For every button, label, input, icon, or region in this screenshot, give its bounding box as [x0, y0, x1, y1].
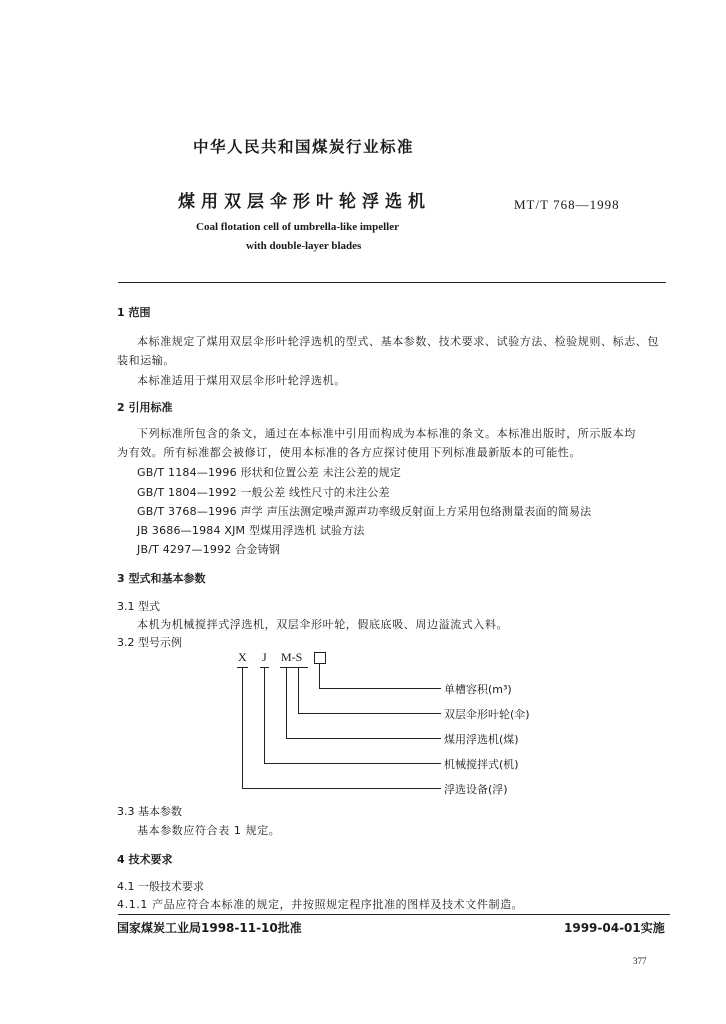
- diagram-line: [319, 664, 320, 688]
- diagram-line: [286, 738, 441, 739]
- reference-item: GB/T 3768—1996 声学 声压法测定噪声源声功率级反射面上方采用包络测量表面的简易法: [137, 505, 592, 518]
- footer-divider: [118, 914, 670, 915]
- diagram-label-volume: 单槽容积(m³): [444, 683, 512, 696]
- diagram-label-coal-flotation: 煤用浮选机(煤): [444, 733, 519, 746]
- diagram-label-equipment: 浮选设备(浮): [444, 783, 508, 796]
- reference-item: JB/T 4297—1992 合金铸钢: [137, 543, 280, 556]
- reference-item: JB 3686—1984 XJM 型煤用浮选机 试验方法: [137, 524, 365, 537]
- section-3-2-heading: 3.2 型号示例: [117, 636, 182, 649]
- document-title: 煤用双层伞形叶轮浮选机: [178, 192, 431, 212]
- diagram-tick: [280, 667, 308, 668]
- diagram-line: [264, 668, 265, 763]
- section-1-paragraph-line2: 装和运输。: [117, 354, 175, 367]
- english-title-line1: Coal flotation cell of umbrella-like impeller: [196, 221, 399, 233]
- header-divider: [118, 282, 666, 283]
- standard-category: 中华人民共和国煤炭行业标准: [193, 138, 415, 156]
- diagram-line: [298, 668, 299, 713]
- section-1-heading: 1 范围: [117, 306, 151, 319]
- reference-item: GB/T 1804—1992 一般公差 线性尺寸的未注公差: [137, 486, 390, 499]
- diagram-volume-box: [314, 652, 326, 664]
- page-number: 377: [633, 956, 647, 966]
- diagram-line: [319, 688, 441, 689]
- approval-info: 国家煤炭工业局1998-11-10批准: [117, 921, 302, 935]
- diagram-label-impeller: 双层伞形叶轮(伞): [444, 708, 530, 721]
- section-3-heading: 3 型式和基本参数: [117, 572, 206, 585]
- section-3-1-text: 本机为机械搅拌式浮选机，双层伞形叶轮，假底底吸、周边溢流式入料。: [137, 618, 509, 631]
- diagram-letter-j: J: [262, 650, 267, 664]
- section-4-heading: 4 技术要求: [117, 853, 173, 866]
- section-4-1-heading: 4.1 一般技术要求: [117, 880, 204, 893]
- english-title-line2: with double-layer blades: [246, 240, 362, 252]
- section-2-paragraph-line1: 下列标准所包含的条文，通过在本标准中引用而构成为本标准的条文。本标准出版时，所示版本均: [137, 427, 636, 440]
- section-2-paragraph-line2: 为有效。所有标准都会被修订，使用本标准的各方应探讨使用下列标准最新版本的可能性。: [117, 446, 581, 459]
- standard-code: MT/T 768—1998: [514, 197, 620, 212]
- diagram-line: [298, 713, 441, 714]
- diagram-line: [286, 668, 287, 738]
- diagram-label-mechanical: 机械搅拌式(机): [444, 758, 519, 771]
- diagram-line: [264, 763, 441, 764]
- section-1-scope: 本标准适用于煤用双层伞形叶轮浮选机。: [137, 374, 346, 387]
- reference-item: GB/T 1184—1996 形状和位置公差 未注公差的规定: [137, 466, 401, 479]
- section-3-1-heading: 3.1 型式: [117, 600, 160, 613]
- diagram-letter-ms: M-S: [281, 650, 303, 664]
- diagram-line: [242, 788, 441, 789]
- section-3-3-text: 基本参数应符合表 1 规定。: [137, 824, 281, 837]
- section-1-paragraph-line1: 本标准规定了煤用双层伞形叶轮浮选机的型式、基本参数、技术要求、试验方法、检验规则、标志、包: [137, 335, 659, 348]
- diagram-letter-x: X: [238, 650, 247, 664]
- diagram-line: [242, 668, 243, 788]
- section-2-heading: 2 引用标准: [117, 401, 173, 414]
- section-4-1-1-text: 4.1.1 产品应符合本标准的规定，并按照规定程序批准的图样及技术文件制造。: [117, 898, 524, 911]
- effective-date: 1999-04-01实施: [564, 921, 665, 935]
- section-3-3-heading: 3.3 基本参数: [117, 805, 182, 818]
